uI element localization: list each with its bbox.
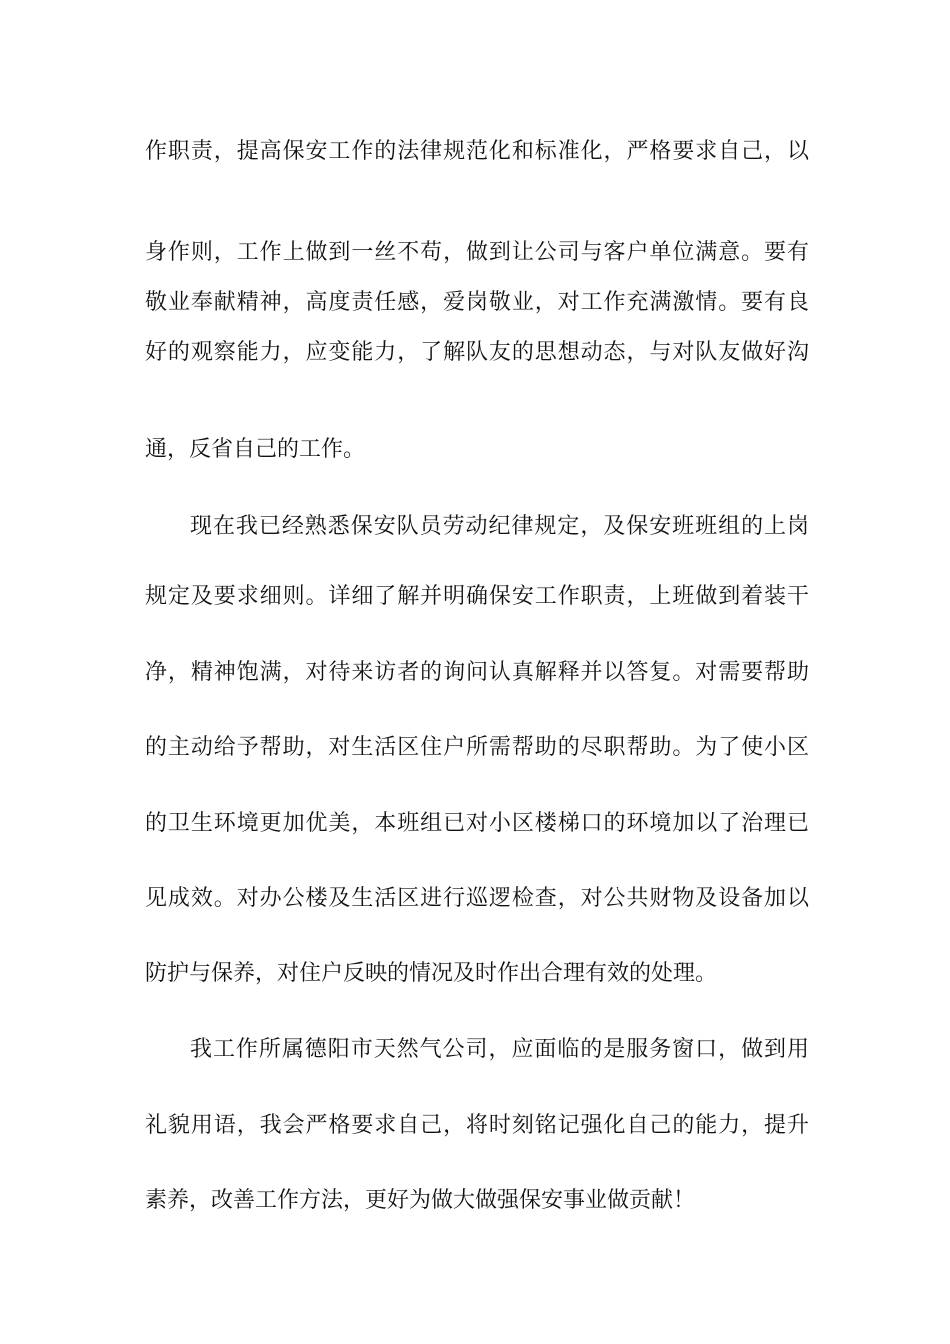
paragraph-2-line-1: 现在我已经熟悉保安队员劳动纪律规定，及保安班班组的上岗	[190, 514, 809, 539]
paragraph-1-line-4: 好的观察能力，应变能力，了解队友的思想动态，与对队友做好沟	[145, 340, 809, 365]
paragraph-2-line-5: 的卫生环境更加优美，本班组已对小区楼梯口的环境加以了治理已	[145, 811, 809, 836]
paragraph-2-line-6: 见成效。对办公楼及生活区进行巡逻检查，对公共财物及设备加以	[145, 886, 809, 911]
paragraph-3-line-2: 礼貌用语，我会严格要求自己，将时刻铭记强化自己的能力，提升	[145, 1113, 809, 1138]
paragraph-1-line-1: 作职责，提高保安工作的法律规范化和标准化，严格要求自己，以	[145, 139, 809, 164]
paragraph-3-line-3: 素养，改善工作方法，更好为做大做强保安事业做贡献！	[145, 1188, 696, 1213]
paragraph-2-line-4: 的主动给予帮助，对生活区住户所需帮助的尽职帮助。为了使小区	[145, 735, 809, 760]
paragraph-1-line-2: 身作则，工作上做到一丝不苟，做到让公司与客户单位满意。要有	[145, 240, 809, 265]
paragraph-1-line-5: 通，反省自己的工作。	[145, 437, 366, 462]
paragraph-1-line-3: 敬业奉献精神，高度责任感，爱岗敬业，对工作充满激情。要有良	[145, 290, 809, 315]
paragraph-2-line-2: 规定及要求细则。详细了解并明确保安工作职责，上班做到着装干	[145, 584, 809, 609]
paragraph-2-line-7: 防护与保养，对住户反映的情况及时作出合理有效的处理。	[145, 961, 718, 986]
paragraph-3-line-1: 我工作所属德阳市天然气公司，应面临的是服务窗口，做到用	[190, 1037, 809, 1062]
paragraph-2-line-3: 净，精神饱满，对待来访者的询问认真解释并以答复。对需要帮助	[145, 660, 809, 685]
